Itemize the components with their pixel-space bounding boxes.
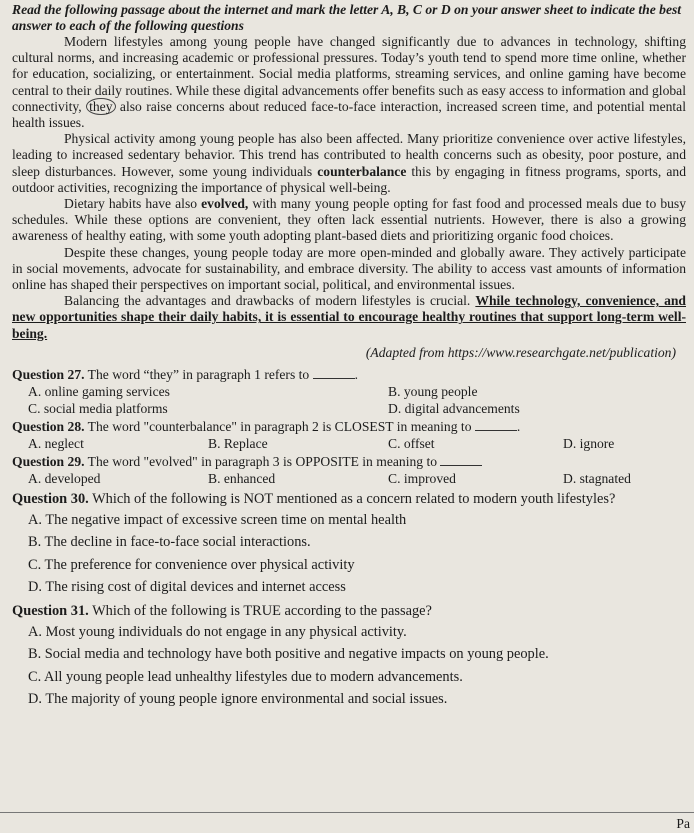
- option-d[interactable]: D. digital advancements: [388, 400, 520, 416]
- question-31: Question 31. Which of the following is TRUE according to the passage? A. Most young individuals do not engage in any physical activity. B. Social media and technology have both positive and negative impacts on young people. C. All young people lead unhealthy lifestyles due to modern advancements. D. The majority of young people ignore environmental and social issues.: [12, 601, 686, 711]
- question-30: Question 30. Which of the following is NOT mentioned as a concern related to modern youth lifestyles? A. The negative impact of excessive screen time on mental health B. The decline in face-to-face social interactions. C. The preference for convenience over physical activity D. The rising cost of digital devices and internet access: [12, 489, 686, 599]
- option-c[interactable]: C. offset: [388, 435, 435, 451]
- paragraph-1: Modern lifestyles among young people have changed significantly due to advances in technology, shifting cultural norms, and increasing academic or professional pressures. Today’s youth tend to spend more time online, whether for education, socializing, or entertainment. Social media platforms, streaming services, and online gaming have become central to their daily routines. While these digital advancements offer benefits such as easy access to information and global connectivity, they also raise concerns about reduced face-to-face interaction, increased screen time, and potential mental health issues.: [12, 34, 686, 131]
- evolved-word: evolved,: [201, 196, 249, 212]
- option-a[interactable]: A. developed: [28, 470, 101, 486]
- option-b[interactable]: B. The decline in face-to-face social interactions.: [28, 534, 311, 551]
- option-a[interactable]: A. neglect: [28, 435, 84, 451]
- answer-blank: [313, 378, 355, 379]
- option-a[interactable]: A. The negative impact of excessive screen time on mental health: [28, 511, 407, 528]
- option-a[interactable]: A. online gaming services: [28, 383, 170, 399]
- option-a[interactable]: A. Most young individuals do not engage in any physical activity.: [28, 623, 407, 640]
- option-d[interactable]: D. The majority of young people ignore environmental and social issues.: [28, 691, 448, 708]
- paragraph-3: Dietary habits have also evolved, with many young people opting for fast food and processed meals due to busy schedules. While these options are convenient, they often lack essential nutrients. However, there is also a growing awareness of healthy eating, with some youth adopting plant-based diets and prioritizing organic food choices.: [12, 196, 686, 244]
- option-d[interactable]: D. stagnated: [563, 470, 631, 486]
- option-c[interactable]: C. social media platforms: [28, 400, 168, 416]
- underlined-sentence: While technology, convenience, and new opportunities shape their daily habits, it is essential to encourage healthy routines that support long-term well-being.: [12, 293, 686, 341]
- paragraph-4: Despite these changes, young people today are more open-minded and globally aware. They actively participate in social movements, advocate for sustainability, and embrace diversity. The ability to access vast amounts of information online has shaped their perspectives on important social, political, and environmental issues.: [12, 244, 686, 293]
- they-word: they: [86, 98, 115, 115]
- option-b[interactable]: B. enhanced: [208, 470, 276, 486]
- option-c[interactable]: C. The preference for convenience over physical activity: [28, 556, 355, 573]
- page-marker: Pa: [676, 816, 690, 831]
- paragraph-5: Balancing the advantages and drawbacks of modern lifestyles is crucial. While technology, convenience, and new opportunities shape their daily habits, it is essential to encourage healthy routines that support long-term well-being.: [12, 293, 686, 341]
- question-29: Question 29. The word "evolved" in paragraph 3 is OPPOSITE in meaning to A. developed B. enhanced C. improved D. stagnated: [12, 453, 686, 487]
- counterbalance-word: counterbalance: [317, 163, 407, 179]
- paragraph-2: Physical activity among young people has also been affected. Many prioritize convenience over active lifestyles, leading to increased sedentary behavior. This trend has contributed to health concerns such as obesity, poor posture, and sleep disturbances. However, some young individuals counterbalance this by engaging in fitness programs, sports, and outdoor activities, recognizing the importance of physical well-being.: [12, 131, 686, 195]
- option-b[interactable]: B. young people: [388, 383, 478, 399]
- option-c[interactable]: C. improved: [388, 470, 456, 486]
- footer-divider: [0, 812, 694, 813]
- instruction: Read the following passage about the internet and mark the letter A, B, C or D on your answer sheet to indicate the best answer to each of the following questions: [12, 2, 682, 33]
- option-d[interactable]: D. The rising cost of digital devices and internet access: [28, 579, 346, 596]
- source-citation: (Adapted from https://www.researchgate.net/publication): [365, 344, 676, 360]
- option-b[interactable]: B. Social media and technology have both positive and negative impacts on young people.: [28, 646, 549, 663]
- question-27: Question 27. The word “they” in paragraph 1 refers to . A. online gaming services B. young people C. social media platforms D. digital advancements: [12, 366, 686, 417]
- passage: [12, 34, 686, 342]
- option-c[interactable]: C. All young people lead unhealthy lifestyles due to modern advancements.: [28, 668, 463, 685]
- answer-blank: [440, 465, 482, 466]
- answer-blank: [475, 430, 517, 431]
- option-d[interactable]: D. ignore: [563, 435, 615, 451]
- option-b[interactable]: B. Replace: [208, 435, 268, 451]
- question-28: Question 28. The word "counterbalance" in paragraph 2 is CLOSEST in meaning to . A. neglect B. Replace C. offset D. ignore: [12, 418, 686, 452]
